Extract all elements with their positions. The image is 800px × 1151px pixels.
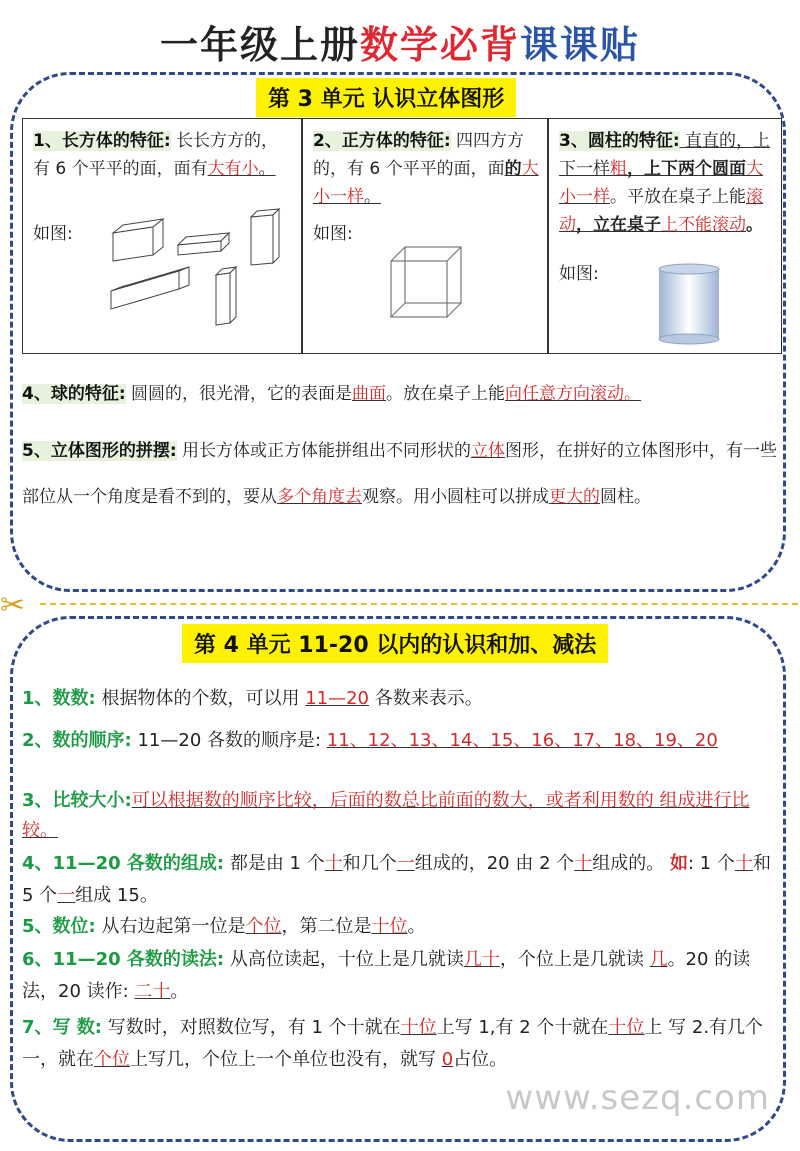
cut-line (40, 603, 798, 605)
cylinder-drawing (549, 259, 783, 349)
assembly-item: 5、立体图形的拼摆: 用长方体或正方体能拼组出不同形状的立体图形，在拼好的立体图形中，有一些部位从一个角度是看不到的，要从多个角度去观察。用小圆柱可以拼成更大的圆柱。 (22, 441, 778, 507)
scissors-icon: ✂ (0, 588, 26, 623)
place-value-item: 5、数位: 从右边起第一位是个位，第二位是十位。 (22, 916, 426, 937)
compare-item: 3、比较大小:可以根据数的顺序比较，后面的数总比前面的数大，或者利用数的 组成进行比较。 (22, 790, 750, 841)
unit4-heading: 第 4 单元 11-20 以内的认识和加、减法 (182, 624, 608, 663)
sphere-item: 4、球的特征: 圆圆的，很光滑，它的表面是曲面。放在桌子上能向任意方向滚动。 (22, 384, 642, 404)
watermark: www.sezq.com (505, 1078, 770, 1118)
cylinder-text: 3、圆柱的特征: 直直的，上下一样粗，上下两个圆面大小一样。平放在桌子上能滚动，立在桌子上不能滚动。 (559, 131, 771, 235)
unit3-heading: 第 3 单元 认识立体图形 (256, 78, 516, 117)
cylinder-box (548, 118, 782, 354)
counting-item: 1、数数: 根据物体的个数，可以用 11—20 各数来表示。 (22, 688, 483, 709)
cuboid-box (22, 118, 302, 354)
cube-text: 2、正方体的特征: 四四方方的，有 6 个平平的面，面的大小一样。 (313, 131, 539, 207)
cuboid-drawings (23, 205, 299, 345)
cube-drawing (303, 239, 549, 339)
writing-item: 7、写 数: 写数时，对照数位写，有 1 个十就在十位上写 1,有 2 个十就在十位上 写 2.有几个一，就在个位上写几，个位上一个单位也没有，就写 0占位。 (22, 1017, 764, 1070)
cylinder-ref-label: 如图: (559, 264, 599, 284)
order-item: 2、数的顺序: 11—20 各数的顺序是: 11、12、13、14、15、16、17、18、19、20 (22, 730, 718, 751)
cuboid-ref-label: 如图: (33, 224, 73, 244)
cuboid-text: 1、长方体的特征: 长长方方的，有 6 个平平的面，面有大有小。 (33, 131, 279, 179)
cube-ref-label: 如图: (313, 224, 353, 244)
page-title: 一年级上册数学必背课课贴 (159, 22, 641, 67)
cube-box (302, 118, 548, 354)
composition-item: 4、11—20 各数的组成: 都是由 1 个十和几个一组成的，20 由 2 个十组成的。 如: 1 个十和 5 个一组成 15。 (22, 853, 771, 906)
reading-item: 6、11—20 各数的读法: 从高位读起，十位上是几就读几十，个位上是几就读 几。20 的读法，20 读作: 二十。 (22, 949, 751, 1002)
